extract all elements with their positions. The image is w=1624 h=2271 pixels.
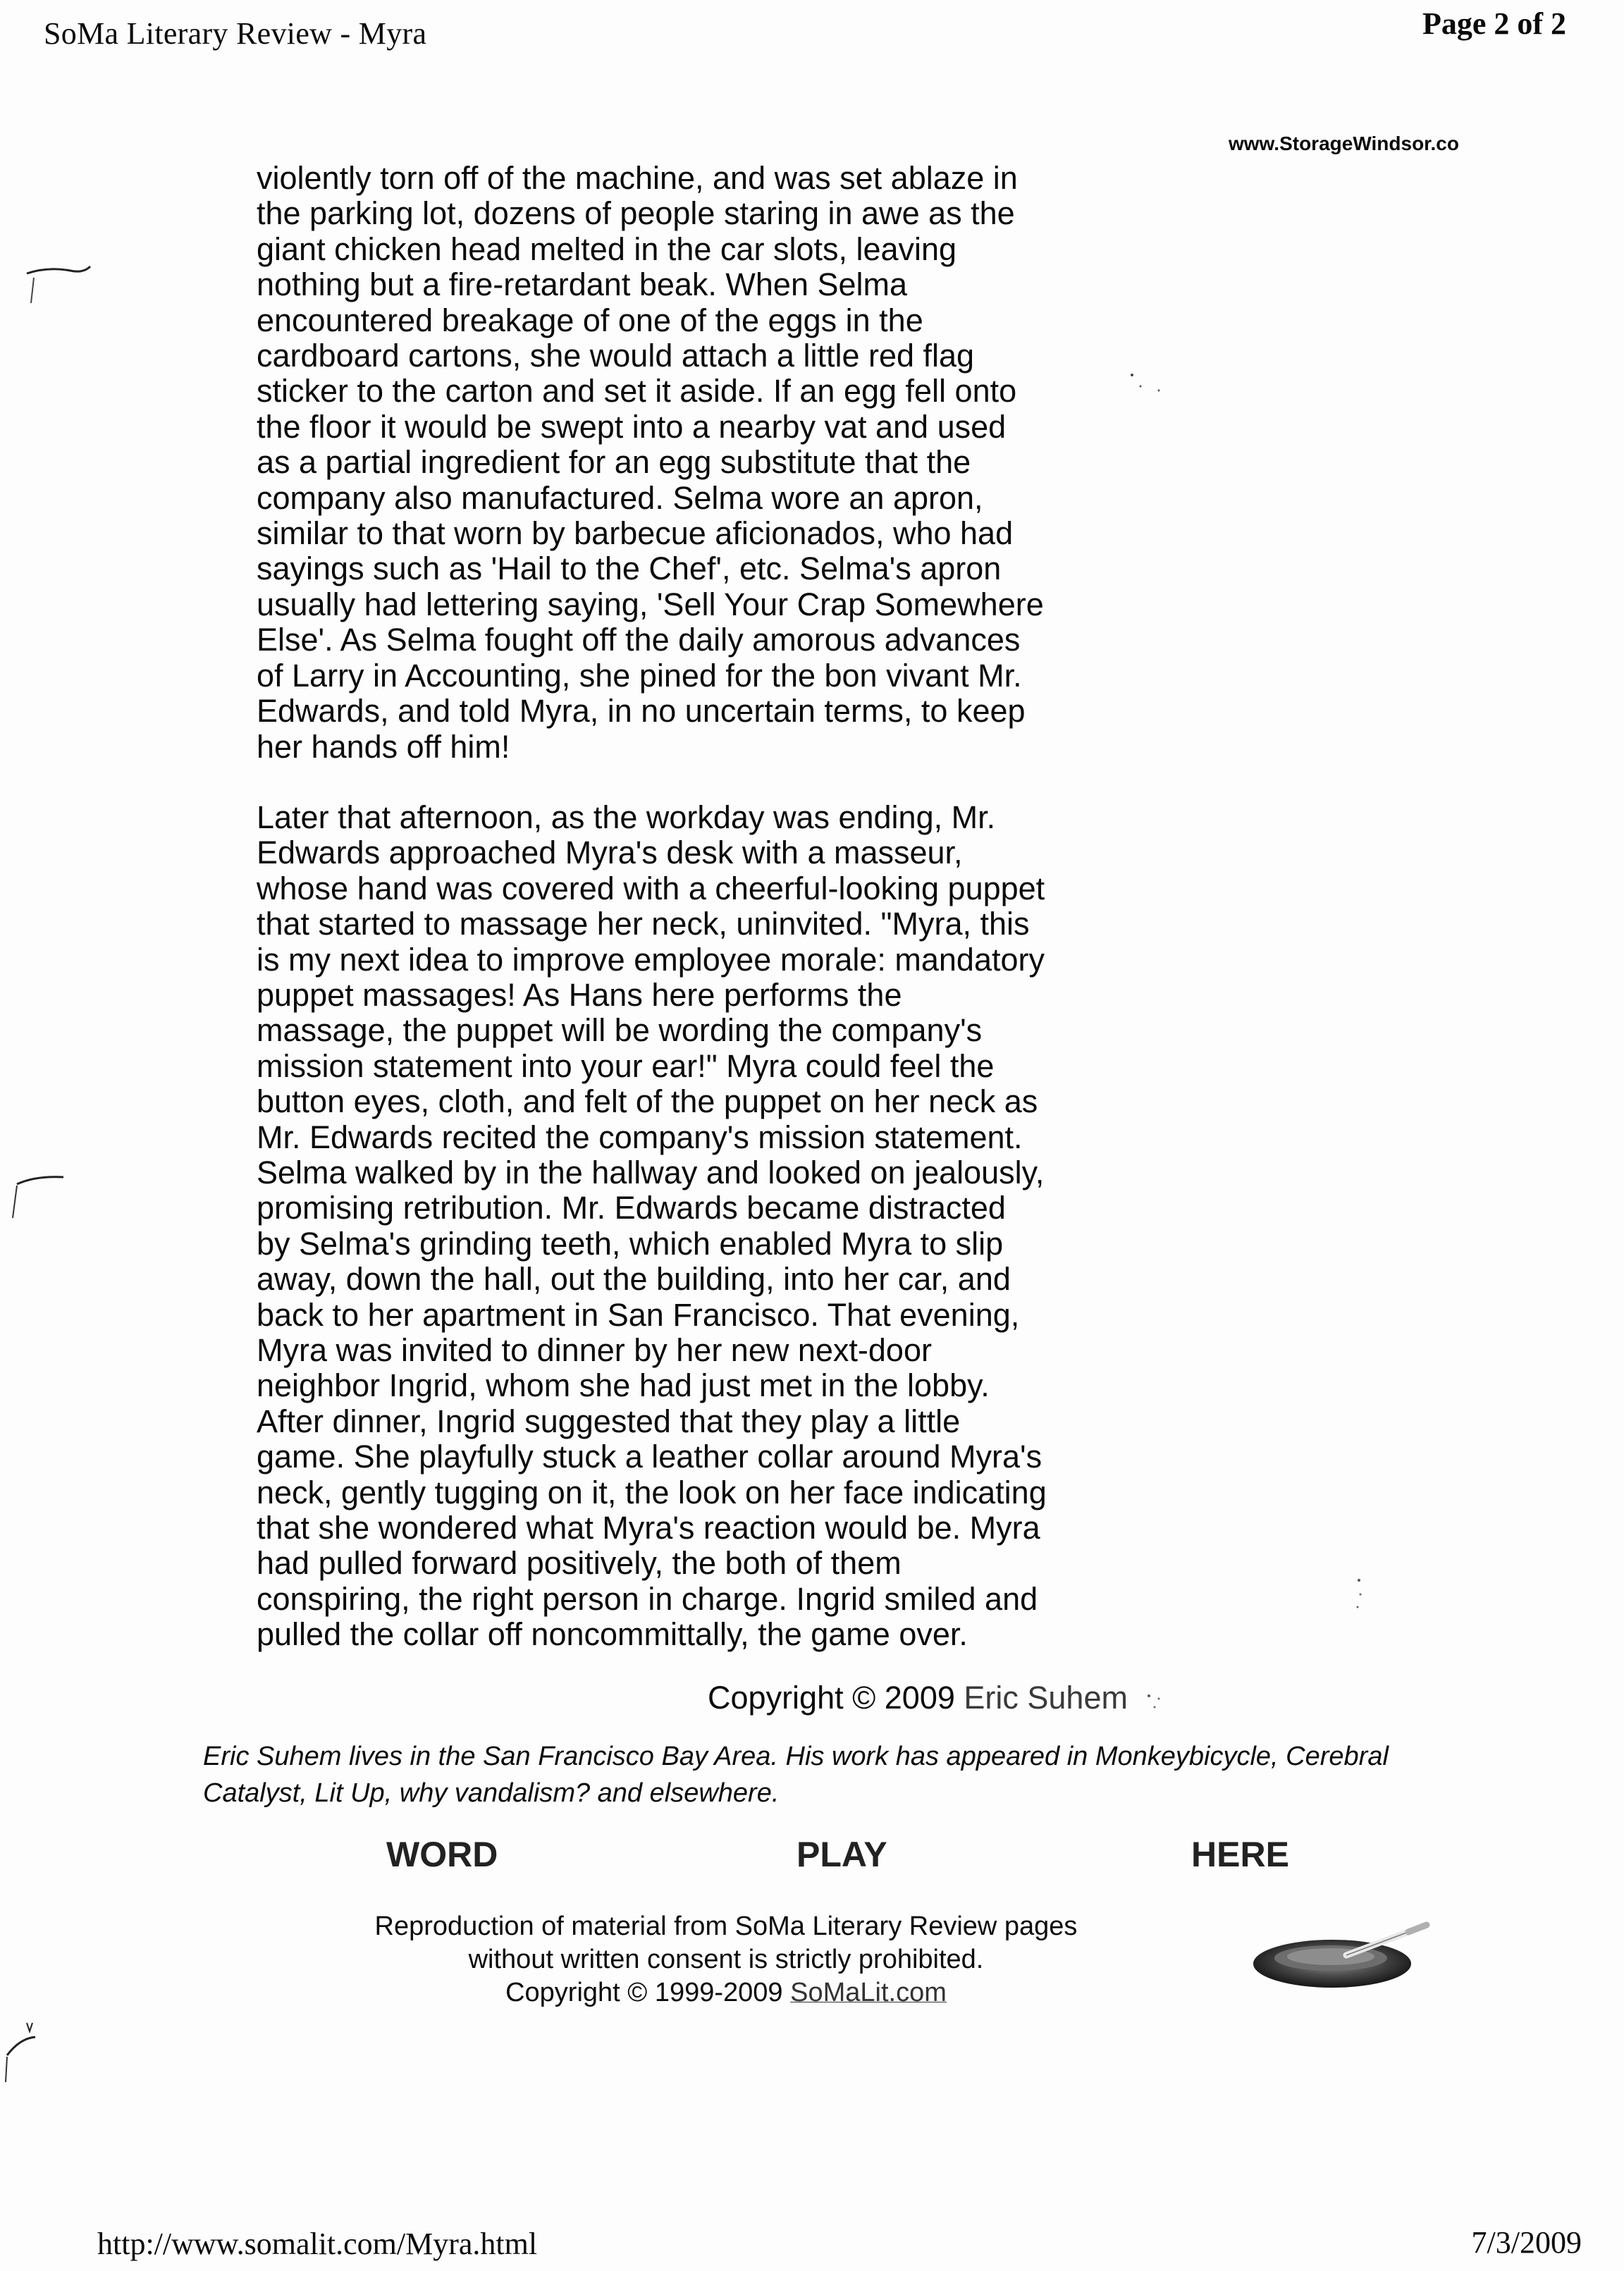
scan-speck	[1142, 1689, 1170, 1717]
story-body	[257, 161, 1183, 1653]
print-footer-url: http://www.somalit.com/Myra.html	[97, 2227, 538, 2261]
margin-mark	[7, 1156, 78, 1219]
story-copyright	[0, 1680, 1624, 1716]
story-paragraph: violently torn off of the machine, and was set ablaze in the parking lot, dozens of people staring in awe as the giant chicken head melted in the car slots, leaving nothing but a fire-retardant beak. When Selma encountered breakage of one of the eggs in the cardboard cartons, she would attach a little red flag sticker to the carton and set it aside. If an egg fell onto the floor it would be swept into a nearby vat and used as a partial ingredient for an egg substitute that the company also manufactured. Selma wore an apron, similar to that worn by barbecue aficionados, who had sayings such as 'Hail to the Chef', etc. Selma's apron usually had lettering saying, 'Sell Your Crap Somewhere Else'. As Selma fought off the daily amorous advances of Larry in Accounting, she pined for the bon vivant Mr. Edwards, and told Myra, in no uncertain terms, to keep her hands off him!	[257, 160, 1044, 765]
site-link[interactable]: SoMaLit.com	[790, 1978, 947, 2007]
word-play-link-here[interactable]: HERE	[1191, 1835, 1289, 1874]
print-header-title: SoMa Literary Review - Myra	[44, 16, 427, 51]
author-link[interactable]: Eric Suhem	[964, 1680, 1128, 1716]
word-play-link-play[interactable]: PLAY	[796, 1835, 887, 1874]
notice-line	[303, 1976, 1149, 2010]
print-footer-date: 7/3/2009	[1471, 2225, 1582, 2260]
story-paragraph: Later that afternoon, as the workday was ending, Mr. Edwards approached Myra's desk with a masseur, whose hand was covered with a cheerful-looking puppet that started to massage her neck, uninvited. "Myra, this is my next idea to improve employee morale: mandatory puppet massages! As Hans here performs the massage, the puppet will be wording the company's mission statement into your ear!" Myra could feel the button eyes, cloth, and felt of the puppet on her neck as Mr. Edwards recited the company's mission statement. Selma walked by in the hallway and looked on jealously, promising retribution. Mr. Edwards became distracted by Selma's grinding teeth, which enabled Myra to slip away, down the hall, out the building, into her car, and back to her apartment in San Francisco. That evening, Myra was invited to dinner by her new next-door neighbor Ingrid, whom she had just met in the lobby. After dinner, Ingrid suggested that they play a little game. She playfully stuck a leather collar around Myra's neck, gently tugging on it, the look on her face indicating that she wondered what Myra's reaction would be. Myra had pulled forward positively, the both of them conspiring, the right person in charge. Ingrid smiled and pulled the collar off noncommittally, the game over.	[257, 799, 1047, 1653]
story-copyright-text: Copyright © 2009	[708, 1680, 955, 1716]
scan-speck	[1353, 1573, 1374, 1615]
margin-mark	[1, 2013, 58, 2084]
ashtray-with-cigarette-icon	[1241, 1916, 1438, 1997]
scan-speck	[1125, 367, 1181, 409]
ad-link[interactable]: www.StorageWindsor.co	[1229, 133, 1459, 154]
margin-mark	[20, 261, 97, 310]
print-header-page-number: Page 2 of 2	[1422, 6, 1566, 41]
notice-line: without written consent is strictly prohibited.	[468, 1945, 984, 1974]
author-bio: Eric Suhem lives in the San Francisco Bay Area. His work has appeared in Monkeybicycle, Cerebral Catalyst, Lit Up, why vandalism? and elsewhere.	[203, 1742, 1389, 1808]
site-copyright-text: Copyright © 1999-2009	[505, 1978, 783, 2007]
notice-line: Reproduction of material from SoMa Literary Review pages	[374, 1912, 1078, 1941]
reproduction-notice	[303, 1910, 1149, 2010]
word-play-link-word[interactable]: WORD	[386, 1835, 498, 1874]
